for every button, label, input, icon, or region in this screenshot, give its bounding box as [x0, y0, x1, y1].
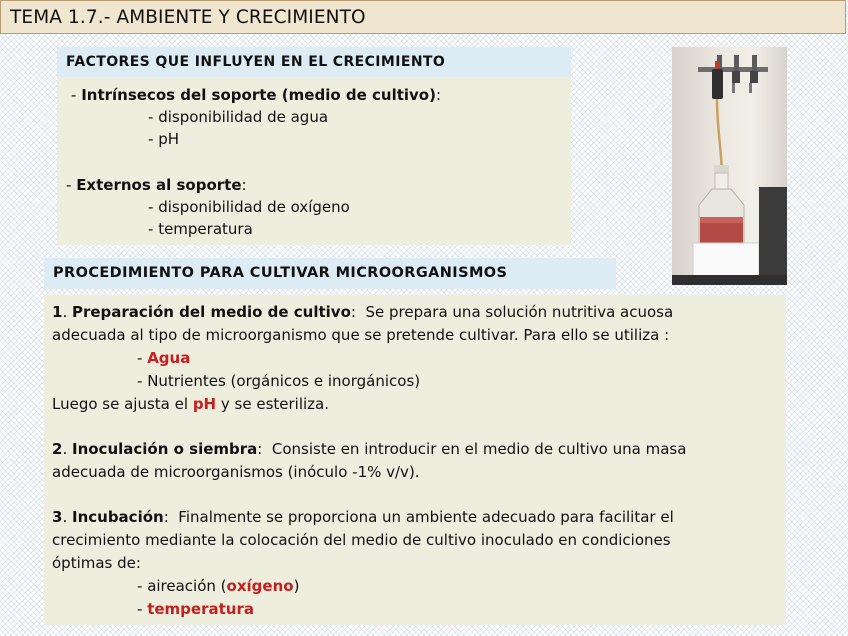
step-number: 3 [52, 508, 63, 526]
step-3-item-temperature: - temperatura [137, 600, 254, 618]
external-factors-line: - Externos al soporte: [66, 176, 247, 194]
flask-illustration [672, 47, 787, 285]
step-1-item-nutrients: - Nutrientes (orgánicos e inorgánicos) [137, 372, 421, 390]
external-factors-label: Externos al soporte [76, 176, 242, 194]
step-3-line-3: óptimas de: [52, 554, 141, 572]
step-number: 1 [52, 303, 63, 321]
step-1-line-1: 1. Preparación del medio de cultivo: Se prepara una solución nutritiva acuosa [52, 303, 674, 321]
step-3-line-1: 3. Incubación: Finalmente se proporciona un ambiente adecuado para facilitar el [52, 508, 674, 526]
page-title: TEMA 1.7.- AMBIENTE Y CRECIMIENTO [0, 0, 846, 34]
step-number: 2 [52, 440, 63, 458]
step-1-adjust: Luego se ajusta el pH y se esteriliza. [52, 395, 330, 413]
intrinsic-factors-line: - Intrínsecos del soporte (medio de cultivo): [71, 86, 442, 104]
step-1-line-2: adecuada al tipo de microorganismo que se pretende cultivar. Para ello se utiliza : [52, 326, 670, 344]
step-2-line-2: adecuada de microorganismos (inóculo -1% v/v). [52, 463, 420, 481]
factor-item: - temperatura [148, 220, 253, 238]
factor-item: - disponibilidad de agua [148, 108, 329, 126]
procedure-panel [44, 295, 786, 625]
factor-item: - pH [148, 130, 179, 148]
step-2-title: Inoculación o siembra [71, 440, 258, 458]
step-2-line-1: 2. Inoculación o siembra: Consiste en introducir en el medio de cultivo una masa [52, 440, 687, 458]
step-3-title: Incubación [71, 508, 164, 526]
intrinsic-factors-label: Intrínsecos del soporte (medio de cultivo) [81, 86, 436, 104]
factors-panel [57, 77, 571, 245]
culture-flask-photo [672, 47, 787, 285]
factor-item: - disponibilidad de oxígeno [148, 198, 350, 216]
factors-heading: FACTORES QUE INFLUYEN EN EL CRECIMIENTO [57, 47, 571, 77]
procedure-heading: PROCEDIMIENTO PARA CULTIVAR MICROORGANISMOS [44, 258, 616, 289]
step-3-line-2: crecimiento mediante la colocación del medio de cultivo inoculado en condiciones [52, 531, 671, 549]
step-1-item-water: - Agua [137, 349, 191, 367]
step-3-item-aeration: - aireación (oxígeno) [137, 577, 300, 595]
step-1-title: Preparación del medio de cultivo [71, 303, 351, 321]
